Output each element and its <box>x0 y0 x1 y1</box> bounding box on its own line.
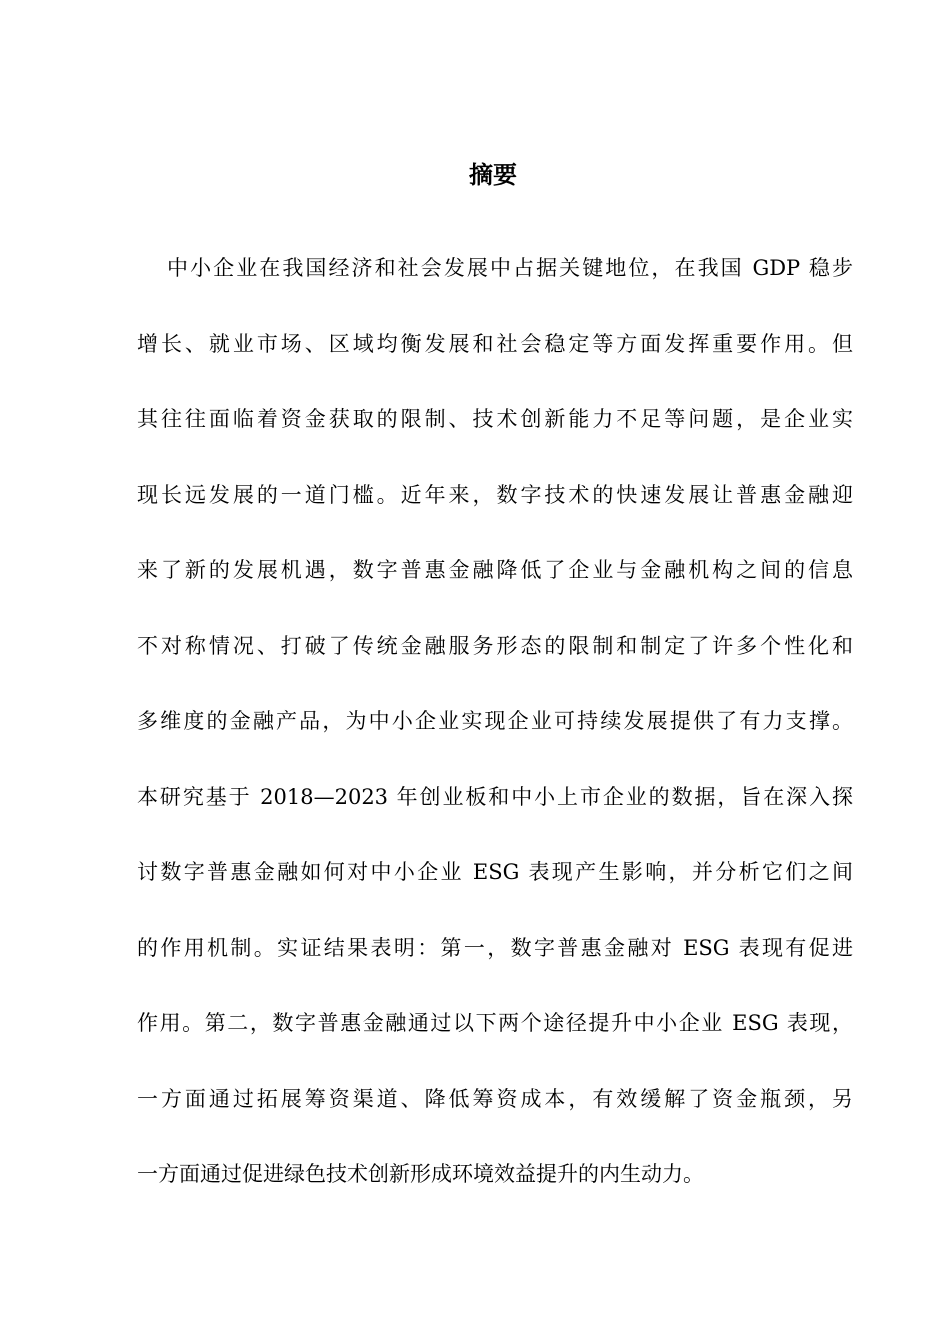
abstract-body <box>137 250 853 1232</box>
abstract-line: 中小企业在我国经济和社会发展中占据关键地位，在我国 GDP 稳步 <box>167 256 853 280</box>
abstract-title: 摘要 <box>469 161 517 189</box>
abstract-line: 本研究基于 2018—2023 年创业板和中小上市企业的数据，旨在深入探 <box>137 784 853 809</box>
abstract-line: 多维度的金融产品，为中小企业实现企业可持续发展提供了有力支撑。 <box>137 709 853 733</box>
abstract-line: 不对称情况、打破了传统金融服务形态的限制和制定了许多个性化和 <box>137 633 853 658</box>
abstract-line: 一方面通过促进绿色技术创新形成环境效益提升的内生动力。 <box>137 1162 704 1186</box>
abstract-line: 增长、就业市场、区域均衡发展和社会稳定等方面发挥重要作用。但 <box>137 331 853 356</box>
abstract-line: 其往往面临着资金获取的限制、技术创新能力不足等问题，是企业实 <box>137 407 853 431</box>
abstract-line: 讨数字普惠金融如何对中小企业 ESG 表现产生影响，并分析它们之间 <box>137 860 853 884</box>
abstract-line: 的作用机制。实证结果表明：第一，数字普惠金融对 ESG 表现有促进 <box>137 935 853 960</box>
abstract-line: 来了新的发展机遇，数字普惠金融降低了企业与金融机构之间的信息 <box>137 558 853 582</box>
abstract-line: 现长远发展的一道门槛。近年来，数字技术的快速发展让普惠金融迎 <box>137 482 853 507</box>
abstract-line: 一方面通过拓展筹资渠道、降低筹资成本，有效缓解了资金瓶颈，另 <box>137 1086 853 1111</box>
abstract-line: 作用。第二，数字普惠金融通过以下两个途径提升中小企业 ESG 表现， <box>137 1011 853 1035</box>
